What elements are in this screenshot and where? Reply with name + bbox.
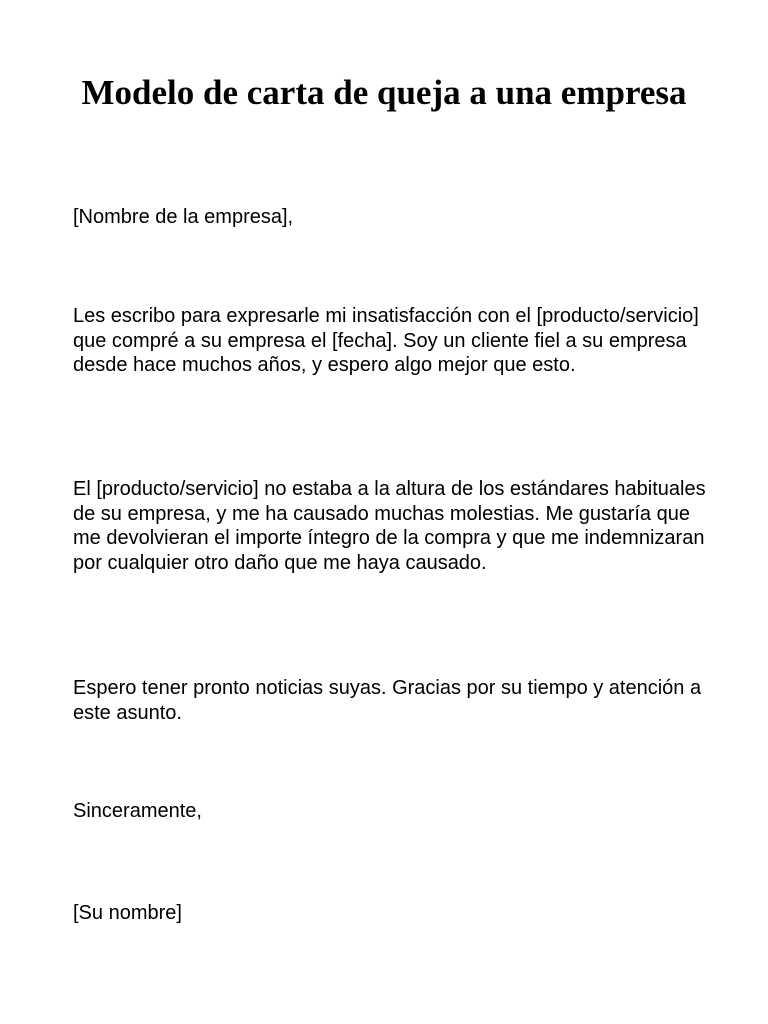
intro-paragraph: Les escribo para expresarle mi insatisfacción con el [producto/servicio] que compré a su empresa el [fecha]. Soy un cliente fiel a su empresa desde hace muchos años, y espero algo mejor que esto. (73, 305, 699, 376)
signoff-line: Sinceramente, (73, 800, 202, 822)
complaint-paragraph: El [producto/servicio] no estaba a la altura de los estándares habituales de su empresa, y me ha causado muchas molestias. Me gustaría que me devolvieran el importe íntegro de la compra y que me indemnizaran por cualquier otro daño que me haya causado. (73, 478, 706, 574)
recipient-line: [Nombre de la empresa], (73, 206, 294, 228)
closing-paragraph: Espero tener pronto noticias suyas. Gracias por su tiempo y atención a este asunto. (73, 677, 702, 724)
signature-name: [Su nombre] (73, 902, 182, 924)
document-title: Modelo de carta de queja a una empresa (81, 73, 687, 112)
